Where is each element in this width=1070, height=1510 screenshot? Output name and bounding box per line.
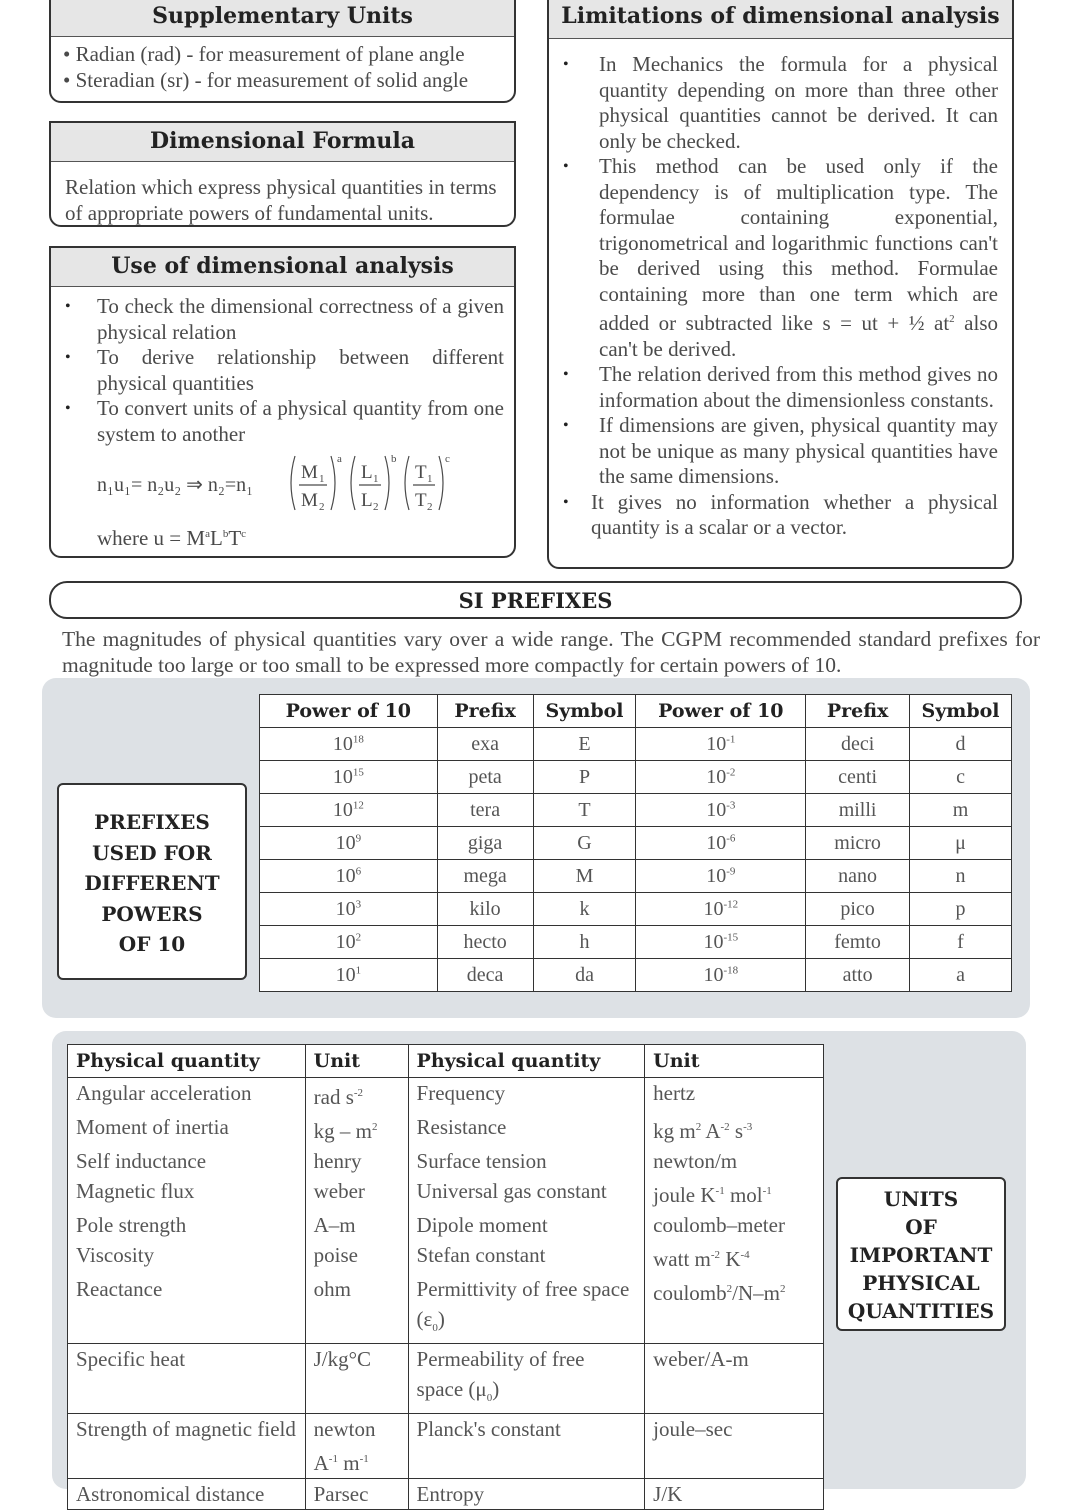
symbol-cell: M [533,860,636,893]
symbol-cell: k [533,893,636,926]
quantity-cell: Reactance [68,1274,306,1344]
svg-text:2: 2 [373,501,379,513]
unit-cell: coulomb–meter [645,1210,824,1240]
quantity-cell: Pole strength [68,1210,306,1240]
quantity-cell: Permeability of free space $(\mu_0)$ [408,1344,645,1414]
table-row [68,1210,824,1240]
quantity-cell: Astronomical distance [68,1479,306,1510]
power-cell: $10^{-1}$ [636,728,806,761]
dimensional-formula-box [49,121,516,227]
svg-text:2: 2 [427,501,433,513]
unit-cell: J/K [645,1479,824,1510]
list-item: • To convert units of a physical quantity from one system to another [51,396,504,447]
symbol-cell: n [910,860,1012,893]
prefix-cell: femto [806,926,910,959]
unit-cell: rad $s^{-2}$ [305,1078,408,1113]
ratio-formula-graphic [287,448,487,518]
column-header: Power of 10 [636,695,806,728]
power-cell: $10^{-2}$ [636,761,806,794]
column-header: Symbol [910,695,1012,728]
prefix-cell: giga [437,827,533,860]
si-prefixes-table [259,694,1012,992]
power-cell: $10^{18}$ [260,728,438,761]
list-item: • To derive relationship between different physical quantities [51,345,504,396]
prefix-cell: tera [437,794,533,827]
table-row [260,926,1012,959]
power-cell: $10^{-3}$ [636,794,806,827]
symbol-cell: E [533,728,636,761]
si-prefixes-title: SI PREFIXES [458,588,613,613]
svg-text:1: 1 [373,473,379,485]
column-header: Unit [645,1045,824,1078]
svg-text:2: 2 [319,501,325,513]
limitations-box [547,0,1014,569]
unit-cell: kg $m^2$ $A^{-2}$ $s^{-3}$ [645,1112,824,1146]
list-item: • This method can be used only if the dependency is of multiplication type. The formulae containing exponential, trigonometrical and logarithmic functions can't be derived using this method. Formulae containing more than one term which are added or subtracted like s = ut + ½ $at^2$ also can't be derived. [549,154,998,362]
quantity-cell: Viscosity [68,1240,306,1274]
unit-cell: J/kg°C [305,1344,408,1414]
column-header: Prefix [806,695,910,728]
dimensional-formula-title: Dimensional Formula [51,123,514,162]
prefix-cell: exa [437,728,533,761]
column-header: Physical quantity [408,1045,645,1078]
table-row [260,827,1012,860]
symbol-cell: μ [910,827,1012,860]
table-row [68,1274,824,1344]
unit-cell: kg – $m^2$ [305,1112,408,1146]
quantity-cell: Strength of magnetic field [68,1414,306,1479]
svg-text:M: M [301,490,318,511]
power-cell: $10^{-18}$ [636,959,806,992]
quantity-cell: Specific heat [68,1344,306,1414]
table-row [260,794,1012,827]
power-cell: $10^3$ [260,893,438,926]
units-side-label: UNITS OF IMPORTANT PHYSICAL QUANTITIES [836,1177,1006,1331]
svg-text:a: a [337,453,342,465]
table-row [68,1112,824,1146]
power-cell: $10^9$ [260,827,438,860]
power-cell: $10^6$ [260,860,438,893]
prefix-cell: pico [806,893,910,926]
prefix-cell: micro [806,827,910,860]
si-prefixes-intro: The magnitudes of physical quantities vary over a wide range. The CGPM recommended standard prefixes for magnitude too large or too small to be expressed more compactly for certain powers of 10. [62,627,1040,677]
table-row [68,1479,824,1510]
prefix-cell: milli [806,794,910,827]
unit-cell: weber/A-m [645,1344,824,1414]
use-dimensional-box [49,246,516,558]
symbol-cell: da [533,959,636,992]
power-cell: $10^{12}$ [260,794,438,827]
unit-cell: watt $m^{-2}$ $K^{-4}$ [645,1240,824,1274]
table-row [260,761,1012,794]
quantity-cell: Frequency [408,1078,645,1113]
prefix-cell: kilo [437,893,533,926]
power-cell: $10^{-9}$ [636,860,806,893]
svg-text:b: b [391,453,397,465]
table-row [260,959,1012,992]
si-prefixes-banner [49,581,1022,619]
column-header: Symbol [533,695,636,728]
list-item: • It gives no information whether a physical quantity is a scalar or a vector. [549,490,998,541]
limitations-list [549,52,998,541]
limitations-title: Limitations of dimensional analysis [549,0,1012,39]
power-cell: $10^{15}$ [260,761,438,794]
svg-text:1: 1 [319,473,325,485]
quantity-cell: Surface tension [408,1146,645,1176]
conversion-formula: n₁u₁= n₂u₂ ⇒ n₂=n₁ M 1 M 2 a L 1 L 2 b T 1 T 2 c [97,448,517,518]
symbol-cell: p [910,893,1012,926]
where-u-line: where $u = M^aL^bT^c$ [97,526,247,550]
quantity-cell: Angular acceleration [68,1078,306,1113]
table-row [68,1240,824,1274]
list-item: • If dimensions are given, physical quantity may not be unique as many physical quantities have the same dimensions. [549,413,998,490]
table-row [260,728,1012,761]
unit-cell: Parsec [305,1479,408,1510]
use-dimensional-list [51,294,504,447]
equation: s = ut + ½ $at^2$ also can't be derived. [599,311,998,361]
prefix-cell: atto [806,959,910,992]
unit-cell: $coulomb^2/N-m^2$ [645,1274,824,1344]
table-header-row [68,1045,824,1078]
svg-text:1: 1 [427,473,433,485]
unit-cell: poise [305,1240,408,1274]
quantity-cell: Planck's constant [408,1414,645,1479]
symbol-cell: T [533,794,636,827]
quantity-cell: Dipole moment [408,1210,645,1240]
table-row [68,1344,824,1414]
unit-cell: henry [305,1146,408,1176]
list-item: • Radian (rad) - for measurement of plane angle [63,42,465,66]
unit-cell: weber [305,1176,408,1210]
quantity-cell: Resistance [408,1112,645,1146]
prefix-cell: hecto [437,926,533,959]
quantity-cell: Moment of inertia [68,1112,306,1146]
power-cell: $10^{-6}$ [636,827,806,860]
svg-text:L: L [361,462,373,483]
svg-text:T: T [415,490,427,511]
symbol-cell: G [533,827,636,860]
unit-cell: newton $A^{-1}$ $m^{-1}$ [305,1414,408,1479]
prefix-cell: deca [437,959,533,992]
symbol-cell: h [533,926,636,959]
table-row [68,1078,824,1113]
units-table [67,1044,824,1510]
table-row [68,1146,824,1176]
prefix-cell: deci [806,728,910,761]
dimensional-formula-text: Relation which express physical quantities in terms of appropriate powers of fundamental units. [65,175,497,225]
column-header: Physical quantity [68,1045,306,1078]
table-row [68,1176,824,1210]
svg-text:T: T [415,462,427,483]
power-cell: $10^{-12}$ [636,893,806,926]
prefix-cell: centi [806,761,910,794]
column-header: Unit [305,1045,408,1078]
table-row [260,860,1012,893]
column-header: Prefix [437,695,533,728]
supplementary-list [63,42,506,93]
quantity-cell: Entropy [408,1479,645,1510]
symbol-cell: m [910,794,1012,827]
unit-cell: newton/m [645,1146,824,1176]
quantity-cell: Universal gas constant [408,1176,645,1210]
svg-text:M: M [301,462,318,483]
prefixes-side-label: PREFIXES USED FOR DIFFERENT POWERS OF 10 [57,783,247,980]
unit-cell: ohm [305,1274,408,1344]
list-item: • In Mechanics the formula for a physical quantity depending on more than three other physical quantities cannot be derived. It can only be checked. [549,52,998,154]
prefix-cell: mega [437,860,533,893]
symbol-cell: f [910,926,1012,959]
symbol-cell: P [533,761,636,794]
unit-cell: joule $K^{-1}$ mol$^{-1}$ [645,1176,824,1210]
supplementary-units-title: Supplementary Units [51,0,514,37]
svg-text:c: c [445,453,450,465]
symbol-cell: d [910,728,1012,761]
supplementary-units-box [49,0,516,103]
unit-cell: joule–sec [645,1414,824,1479]
unit-cell: A–m [305,1210,408,1240]
column-header: Power of 10 [260,695,438,728]
quantity-cell: Stefan constant [408,1240,645,1274]
power-cell: $10^1$ [260,959,438,992]
use-dimensional-title: Use of dimensional analysis [51,248,514,287]
table-row [260,893,1012,926]
unit-cell: hertz [645,1078,824,1113]
symbol-cell: a [910,959,1012,992]
list-item: • Steradian (sr) - for measurement of solid angle [63,67,469,92]
list-item: • To check the dimensional correctness of a given physical relation [51,294,504,345]
quantity-cell: Magnetic flux [68,1176,306,1210]
quantity-cell: Self inductance [68,1146,306,1176]
prefix-cell: peta [437,761,533,794]
svg-text:L: L [361,490,373,511]
symbol-cell: c [910,761,1012,794]
prefix-cell: nano [806,860,910,893]
list-item: • The relation derived from this method gives no information about the dimensionless constants. [549,362,998,413]
table-header-row [260,695,1012,728]
power-cell: $10^2$ [260,926,438,959]
table-row [68,1414,824,1479]
quantity-cell: Permittivity of free space $(\varepsilon_0)$ [408,1274,645,1344]
power-cell: $10^{-15}$ [636,926,806,959]
